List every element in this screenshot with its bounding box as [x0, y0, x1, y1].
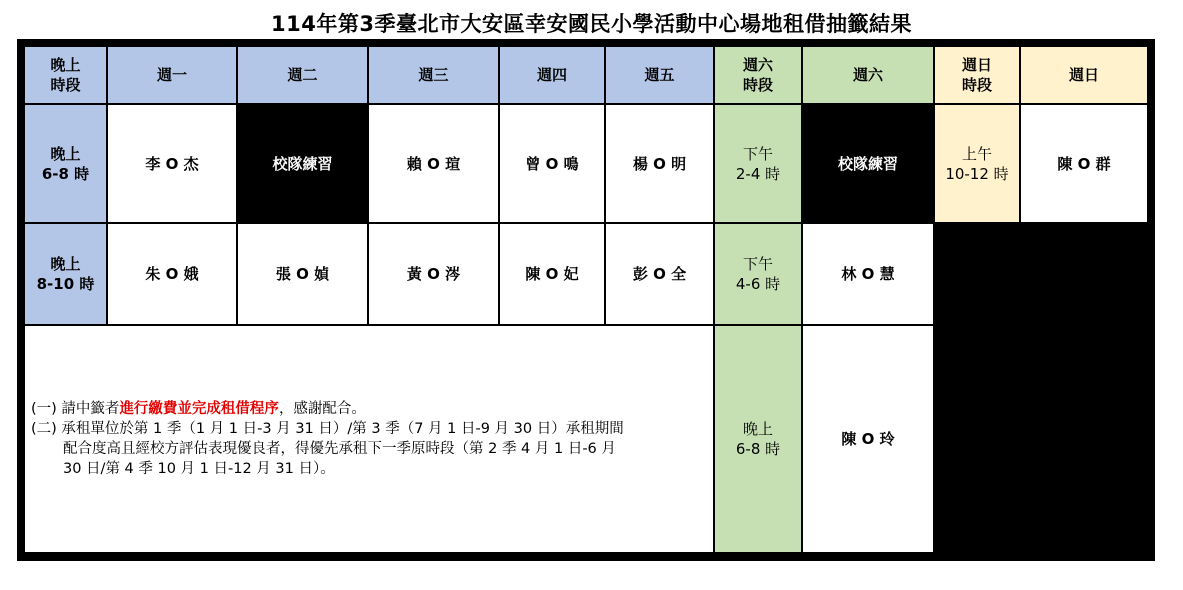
header-monday: 週一 [108, 47, 236, 103]
slot-sat-afternoon-2-4: 下午 2-4 時 [715, 105, 801, 222]
header-saturday: 週六 [803, 47, 933, 103]
booking-sat-4-6: 林 O 慧 [803, 224, 933, 324]
note-2-line-3: 30 日/第 4 季 10 月 1 日-12 月 31 日）。 [63, 461, 335, 477]
header-sunday-slot: 週日 時段 [935, 47, 1019, 103]
booking-mon-6-8: 李 O 杰 [108, 105, 236, 222]
note-1-highlight: 進行繳費並完成租借程序 [119, 401, 279, 417]
booking-thu-6-8: 曾 O 鳴 [500, 105, 604, 222]
slot-sun-morning-10-12: 上午 10-12 時 [935, 105, 1019, 222]
slot-sat-afternoon-4-6: 下午 4-6 時 [715, 224, 801, 324]
booking-sat-6-8: 陳 O 玲 [803, 326, 933, 552]
header-wednesday: 週三 [369, 47, 498, 103]
note-1: (一) 請中籤者進行繳費並完成租借程序，感謝配合。 [31, 401, 366, 417]
slot-evening-8-10: 晚上 8-10 時 [25, 224, 106, 324]
booking-mon-8-10: 朱 O 娥 [108, 224, 236, 324]
header-saturday-slot: 週六 時段 [715, 47, 801, 103]
header-tuesday: 週二 [238, 47, 367, 103]
notes-section [25, 326, 713, 552]
note-2-line-2: 配合度高且經校方評估表現優良者，得優先承租下一季原時段（第 2 季 4 月 1 日-6 月 [63, 441, 616, 457]
booking-thu-8-10: 陳 O 妃 [500, 224, 604, 324]
booking-wed-8-10: 黃 O 涔 [369, 224, 498, 324]
header-weekday-slot: 晚上 時段 [25, 47, 106, 103]
slot-sat-evening-6-8: 晚上 6-8 時 [715, 326, 801, 552]
booking-fri-8-10: 彭 O 全 [606, 224, 713, 324]
header-thursday: 週四 [500, 47, 604, 103]
booking-tue-6-8: 校隊練習 [238, 105, 367, 222]
booking-fri-6-8: 楊 O 明 [606, 105, 713, 222]
slot-evening-6-8: 晚上 6-8 時 [25, 105, 106, 222]
booking-tue-8-10: 張 O 媜 [238, 224, 367, 324]
booking-sun-10-12: 陳 O 群 [1021, 105, 1147, 222]
header-sunday: 週日 [1021, 47, 1147, 103]
page-title: 114年第3季臺北市大安區幸安國民小學活動中心場地租借抽籤結果 [271, 12, 912, 36]
header-friday: 週五 [606, 47, 713, 103]
booking-wed-6-8: 賴 O 瑄 [369, 105, 498, 222]
booking-sat-2-4: 校隊練習 [803, 105, 933, 222]
note-2-line-1: (二) 承租單位於第 1 季（1 月 1 日-3 月 31 日）/第 3 季（7 月 1 日-9 月 30 日）承租期間 [31, 421, 624, 437]
